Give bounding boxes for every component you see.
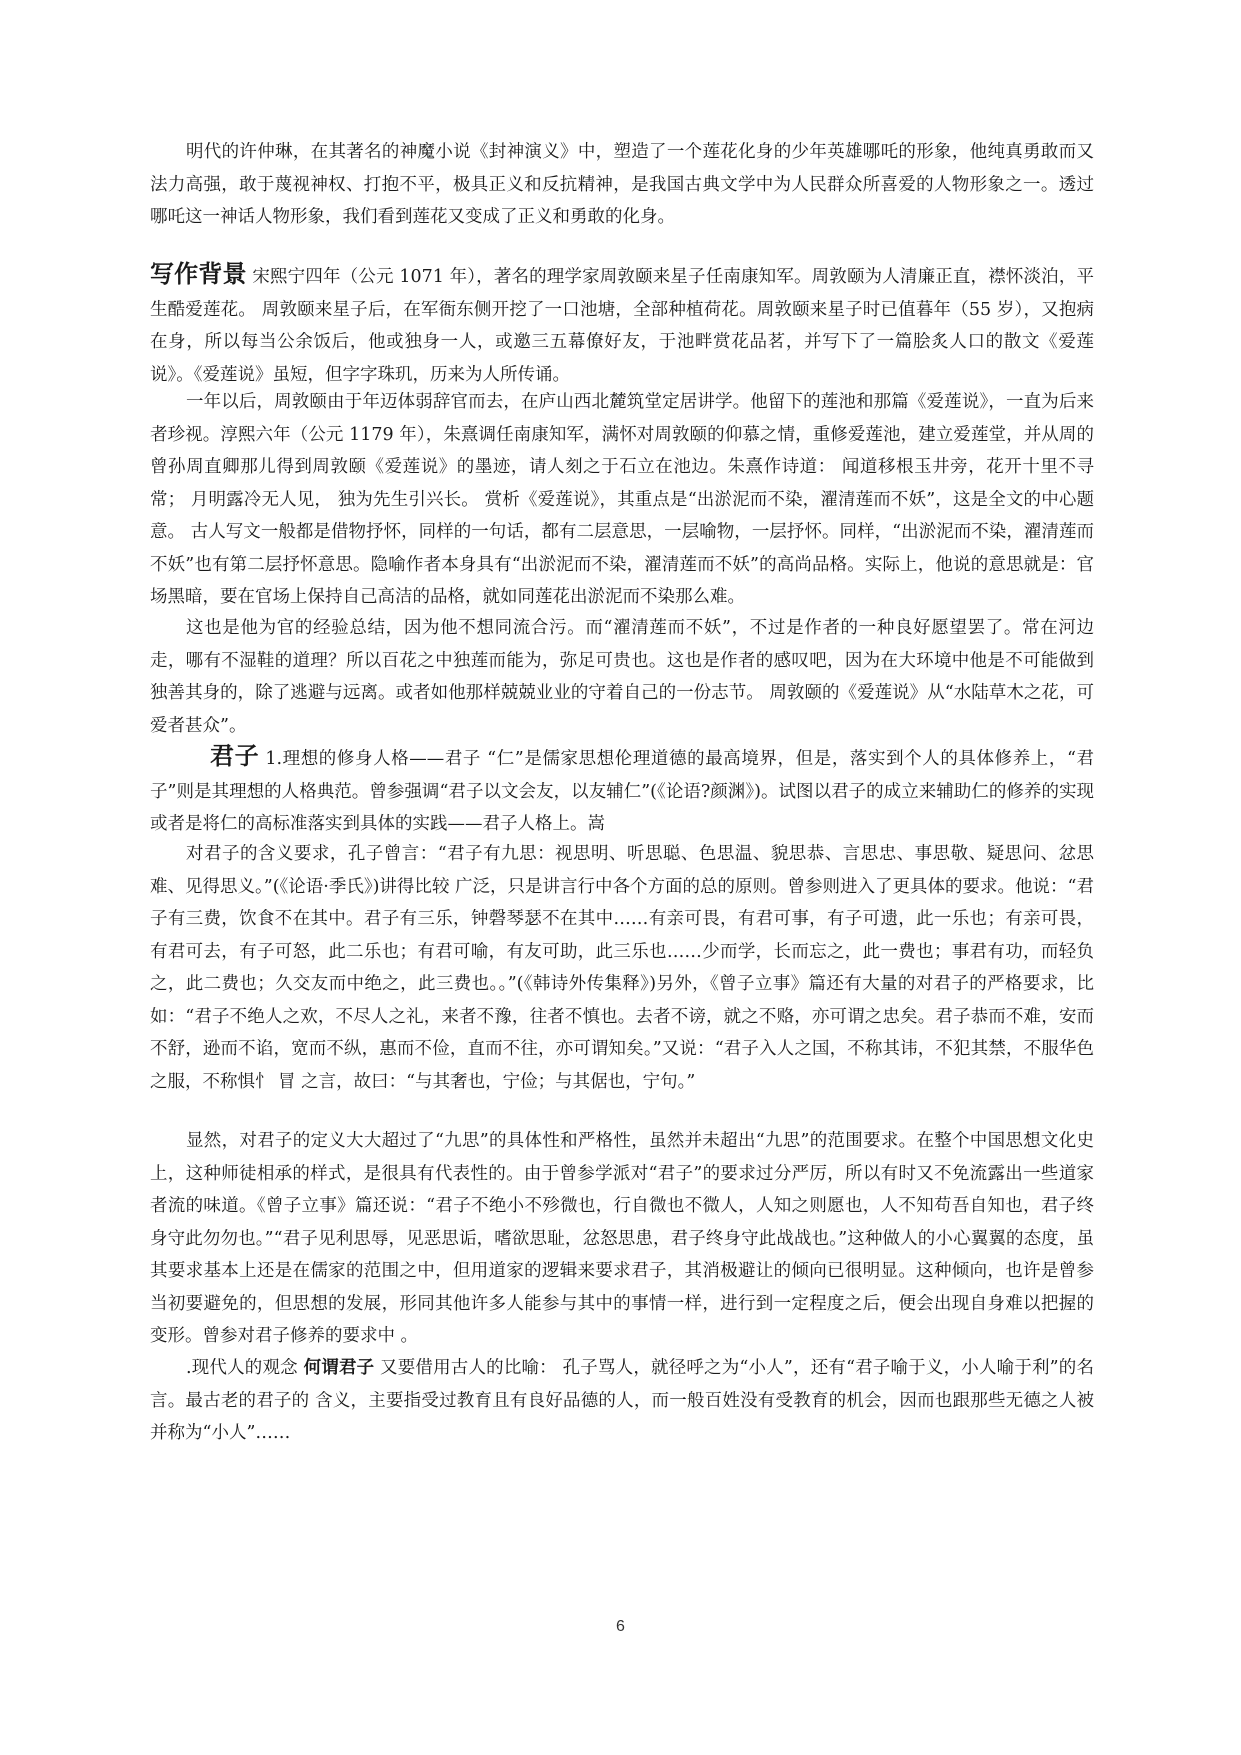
paragraph-modern-view [150, 1352, 1094, 1450]
paragraph-experience [150, 612, 1094, 742]
paragraph-zhu-xi [150, 386, 1094, 614]
paragraph-junzi-definition [150, 1125, 1094, 1353]
inline-heading-what-is-junzi: 何谓君子 [303, 1358, 375, 1378]
paragraph-writing-background [150, 258, 1094, 391]
paragraph-prefix: .现代人的观念 [186, 1358, 304, 1378]
paragraph-text: 1.理想的修身人格——君子 “仁”是儒家思想伦理道德的最高境界，但是，落实到个人的具体修养上，“君子”则是其理想的人格典范。曾参强调“君子以文会友，以友辅仁”(《论语?颜渊》)。试图以君子的成立来辅助仁的修养的实现或者是将仁的高标准落实到具体的实践——君子人格上。嵩 [150, 749, 1094, 834]
paragraph-text: 一年以后，周敦颐由于年迈体弱辞官而去，在庐山西北麓筑堂定居讲学。他留下的莲池和那篇《爱莲说》，一直为后来者珍视。淳熙六年（公元 1179 年），朱熹调任南康知军，满怀对周敦颐的仰慕之情，重修爱莲池，建立爱莲堂，并从周的曾孙周直卿那儿得到周敦颐《爱莲说》的墨迹，请人刻之于石立在池边。朱熹作诗道： 闻道移根玉井旁，花开十里不寻常； 月明露冷无人见， 独为先生引兴长。 赏析《爱莲说》，其重点是“出淤泥而不染，濯清莲而不妖”，这是全文的中心题意。 古人写文一般都是借物抒怀，同样的一句话，都有二层意思，一层喻物，一层抒怀。同样，“出淤泥而不染，濯清莲而不妖”也有第二层抒怀意思。隐喻作者本身具有“出淤泥而不染，濯清莲而不妖”的高尚品格。实际上，他说的意思就是：官场黑暗，要在官场上保持自己高洁的品格，就如同莲花出淤泥而不染那么难。 [150, 392, 1094, 607]
paragraph-text: 这也是他为官的经验总结，因为他不想同流合污。而“濯清莲而不妖”，不过是作者的一种良好愿望罢了。常在河边走，哪有不湿鞋的道理？所以百花之中独莲而能为，弥足可贵也。这也是作者的感叹吧，因为在大环境中他是不可能做到独善其身的，除了逃避与远离。或者如他那样兢兢业业的守着自己的一份志节。 周敦颐的《爱莲说》从“水陆草木之花，可爱者甚众”。 [150, 618, 1094, 736]
paragraph-text: 又要借用古人的比喻： 孔子骂人，就径呼之为“小人”，还有“君子喻于义，小人喻于利”的名言。最古老的君子的 含义，主要指受过教育且有良好品德的人，而一般百姓没有受教育的机会，因而也跟那些无德之人被并称为“小人”…… [150, 1358, 1094, 1443]
paragraph-text: 显然，对君子的定义大大超过了“九思”的具体性和严格性，虽然并未超出“九思”的范围要求。在整个中国思想文化史上，这种师徒相承的样式，是很具有代表性的。由于曾参学派对“君子”的要求过分严厉，所以有时又不免流露出一些道家者流的味道。《曾子立事》篇还说：“君子不绝小不殄微也，行自微也不微人，人知之则愿也，人不知苟吾自知也，君子终身守此勿勿也。”“君子见利思辱，见恶思诟，嗜欲思耻，忿怒思患，君子终身守此战战也。”这种做人的小心翼翼的态度，虽其要求基本上还是在儒家的范围之中，但用道家的逻辑来要求君子，其消极避让的倾向已很明显。这种倾向，也许是曾参当初要避免的，但思想的发展，形同其他许多人能参与其中的事情一样，进行到一定程度之后，便会出现自身难以把握的变形。曾参对君子修养的要求中 。 [150, 1131, 1094, 1346]
paragraph-text: 对君子的含义要求，孔子曾言：“君子有九思：视思明、听思聪、色思温、貌思恭、言思忠、事思敬、疑思问、忿思难、见得思义。”(《论语·季氏》)讲得比较 广泛，只是讲言行中各个方面的总的原则。曾参则进入了更具体的要求。他说：“君子有三费，饮食不在其中。君子有三乐，钟磬琴瑟不在其中……有亲可畏，有君可事，有子可遗，此一乐也；有亲可畏，有君可去，有子可怒，此二乐也；有君可喻，有友可助，此三乐也……少而学，长而忘之，此一费也；事君有功，而轻负之，此二费也；久交友而中绝之，此三费也。。”(《韩诗外传集释》)另外，《曾子立事》篇还有大量的对君子的严格要求，比如：“君子不绝人之欢，不尽人之礼，来者不豫，往者不慎也。去者不谤，就之不赂，亦可谓之忠矣。君子恭而不难，安而不舒，逊而不谄，宽而不纵，惠而不俭，直而不往，亦可谓知矣。”又说：“君子入人之国，不称其讳，不犯其禁，不服华色之服，不称惧忄 冒 之言，故曰：“与其奢也，宁俭；与其倨也，宁句。” [150, 844, 1094, 1092]
paragraph-text: 宋熙宁四年（公元 1071 年），著名的理学家周敦颐来星子任南康知军。周敦颐为人清廉正直，襟怀淡泊，平生酷爱莲花。 周敦颐来星子后，在军衙东侧开挖了一口池塘，全部种植荷花。周敦颐来星子时已值暮年（55 岁），又抱病在身，所以每当公余饭后，他或独身一人，或邀三五幕僚好友，于池畔赏花品茗，并写下了一篇脍炙人口的散文《爱莲说》。《爱莲说》虽短，但字字珠玑，历来为人所传诵。 [150, 267, 1094, 385]
paragraph-junzi-meaning [150, 838, 1094, 1098]
section-heading-junzi: 君子 [210, 742, 260, 770]
page-number: 6 [616, 1618, 625, 1635]
paragraph-nezha [150, 136, 1094, 234]
paragraph-junzi [150, 740, 1094, 841]
paragraph-text: 明代的许仲琳，在其著名的神魔小说《封神演义》中，塑造了一个莲花化身的少年英雄哪吒的形象，他纯真勇敢而又法力高强，敢于蔑视神权、打抱不平，极具正义和反抗精神，是我国古典文学中为人民群众所喜爱的人物形象之一。透过哪吒这一神话人物形象，我们看到莲花又变成了正义和勇敢的化身。 [150, 142, 1094, 227]
section-heading-writing-background: 写作背景 [150, 260, 247, 288]
